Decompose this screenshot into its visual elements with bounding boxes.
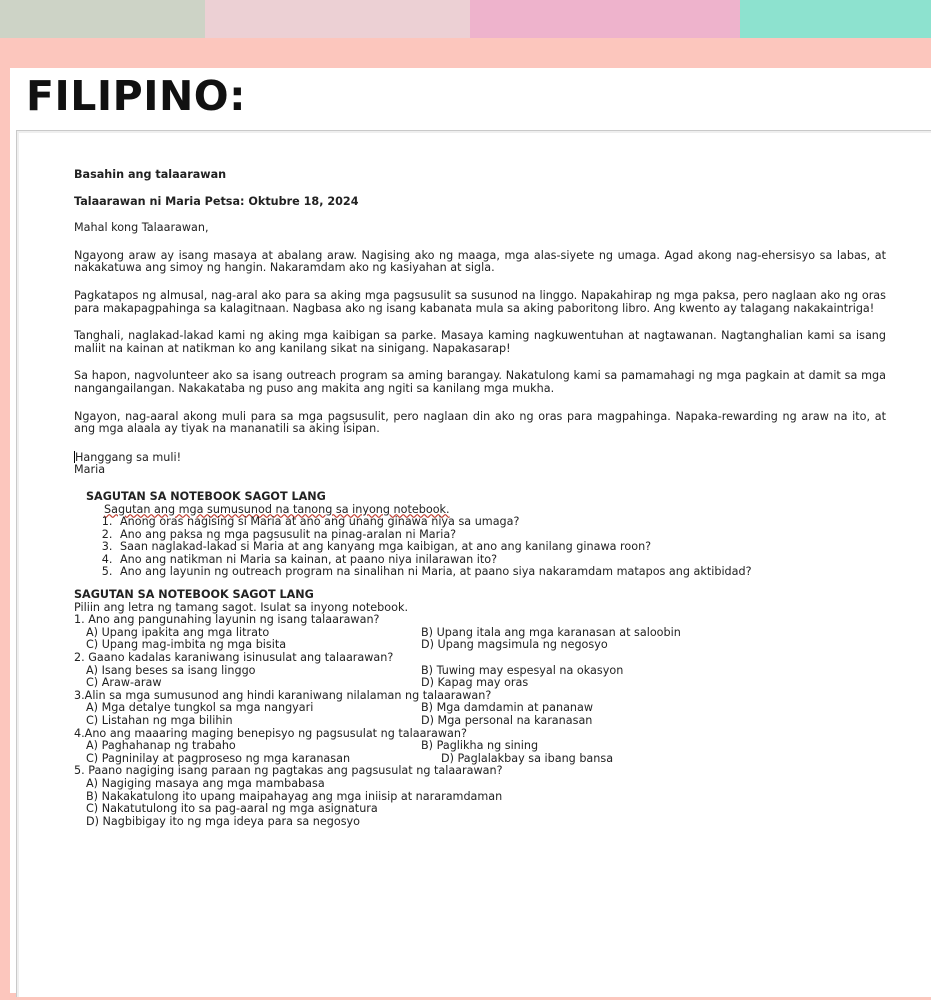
signature: Maria	[74, 463, 106, 477]
paragraph-5: Ngayon, nag-aaral akong muli para sa mga pagsusulit, pero naglaan din ako ng oras para magpahinga. Napaka-rewarding ng araw na ito, at ang mga alaala ay tiyak na mananatili sa aking isipan.	[74, 409, 886, 436]
section1-heading: SAGUTAN SA NOTEBOOK SAGOT LANG	[86, 489, 326, 503]
color-band-pink-light	[205, 0, 470, 38]
choice-b: B) Tuwing may espesyal na okasyon	[421, 663, 624, 677]
choice-a: A) Isang beses sa isang linggo	[86, 663, 256, 677]
slide-title: FILIPINO:	[26, 72, 247, 120]
color-band-pink	[470, 0, 740, 38]
choice-d: D) Kapag may oras	[421, 676, 529, 690]
color-band-gray	[0, 0, 205, 38]
choice-b: B) Upang itala ang mga karanasan at saloobin	[421, 625, 681, 639]
mc-question-1: 1. Ano ang pangunahing layunin ng isang talaarawan?	[74, 613, 380, 627]
mc-choices-row	[74, 740, 886, 753]
paragraph-2: Pagkatapos ng almusal, nag-aral ako para sa aking mga pagsusulit sa susunod na linggo. Napakahirap ng mga paksa, pero naglaan ako ng oras para makapagpahinga sa kalagitnaan. Nagbasa ako ng isang kabanata mula sa aking paboritong libro. Ang kwento ay talagang nakakaintriga!	[74, 288, 886, 315]
color-band-teal	[740, 0, 931, 38]
choice-b: B) Nakakatulong ito upang maipahayag ang mga iniisip at nararamdaman	[86, 789, 503, 803]
paragraph-4: Sa hapon, nagvolunteer ako sa isang outreach program sa aming barangay. Nakatulong kami sa pamamahagi ng mga pagkain at damit sa mga nangangailangan. Nakakataba ng puso ang makita ang ngiti sa kanilang mga mukha.	[74, 369, 886, 395]
choice-a: A) Upang ipakita ang mga litrato	[86, 625, 270, 639]
choice-a: A) Mga detalye tungkol sa mga nangyari	[86, 701, 314, 715]
list-item: 1. Anong oras nagising si Maria at ano ang unang ginawa niya sa umaga?	[116, 516, 886, 529]
list-item: 2. Ano ang paksa ng mga pagsusulit na pinag-aralan ni Maria?	[116, 529, 886, 542]
mc-question-3: 3.Alin sa mga sumusunod ang hindi karaniwang nilalaman ng talaarawan?	[74, 688, 492, 702]
document-screenshot	[16, 130, 931, 997]
mc-question-5: 5. Paano nagiging isang paraan ng pagtakas ang pagsusulat ng talaarawan?	[74, 764, 503, 778]
list-item: 4. Ano ang natikman ni Maria sa kainan, at paano niya inilarawan ito?	[116, 554, 886, 567]
document-page	[74, 169, 886, 828]
section2-instruction: Piliin ang letra ng tamang sagot. Isulat sa inyong notebook.	[74, 600, 409, 614]
list-item: 5. Ano ang layunin ng outreach program na sinalihan ni Maria, at paano siya nakaramdam matapos ang aktibidad?	[116, 566, 886, 579]
section1-question-list	[74, 516, 886, 579]
choice-a: A) Nagiging masaya ang mga mambabasa	[86, 776, 325, 790]
choice-c: C) Upang mag-imbita ng mga bisita	[86, 638, 287, 652]
doc-heading: Basahin ang talaarawan	[74, 168, 227, 181]
list-item: 3. Saan naglakad-lakad si Maria at ang kanyang mga kaibigan, at ano ang kanilang ginawa roon?	[116, 541, 886, 554]
choice-b: B) Mga damdamin at pananaw	[421, 701, 594, 715]
greeting: Mahal kong Talaarawan,	[74, 221, 209, 235]
choice-d: D) Paglalakbay sa ibang bansa	[441, 751, 614, 765]
choice-d: D) Nagbibigay ito ng mga ideya para sa negosyo	[86, 814, 361, 828]
section2-heading: SAGUTAN SA NOTEBOOK SAGOT LANG	[74, 588, 314, 602]
choice-d: D) Mga personal na karanasan	[421, 714, 593, 727]
choice-c: C) Listahan ng mga bilihin	[86, 714, 233, 727]
section1-instruction: Sagutan ang mga sumusunod na tanong sa inyong notebook.	[104, 502, 450, 516]
choice-d: D) Upang magsimula ng negosyo	[421, 638, 608, 652]
paragraph-1: Ngayong araw ay isang masaya at abalang araw. Nagising ako ng maaga, mga alas-siyete ng umaga. Agad akong nag-ehersisyo sa labas, at nakakatuwa ang simoy ng hangin. Nakaramdam ako ng kasiyahan at sigla.	[74, 248, 886, 275]
diary-title: Talaarawan ni Maria Petsa: Oktubre 18, 2024	[74, 194, 359, 208]
paragraph-3: Tanghali, naglakad-lakad kami ng aking mga kaibigan sa parke. Masaya kaming nagkuwentuhan at nagtawanan. Nagtanghalian kami sa isang maliit na kainan at natikman ko ang kanilang sikat na sinigang. Napakasarap!	[74, 329, 886, 355]
choice-c: C) Pagninilay at pagproseso ng mga karanasan	[86, 751, 351, 765]
mc-choices-row	[74, 677, 886, 690]
choice-a: A) Paghahanap ng trabaho	[86, 739, 236, 753]
choice-c: C) Nakatutulong ito sa pag-aaral ng mga asignatura	[86, 802, 378, 816]
mc-choices-row	[74, 715, 886, 728]
closing: Hanggang sa muli!	[75, 450, 182, 464]
top-color-bar	[0, 0, 931, 38]
choice-c: C) Araw-araw	[86, 676, 162, 690]
slide	[10, 68, 931, 993]
mc-question-2: 2. Gaano kadalas karaniwang isinusulat ang talaarawan?	[74, 651, 394, 665]
closing-line[interactable]	[74, 451, 886, 465]
choice-b: B) Paglikha ng sining	[421, 739, 539, 753]
mc-question-4: 4.Ano ang maaaring maging benepisyo ng pagsusulat ng talaarawan?	[74, 726, 467, 740]
